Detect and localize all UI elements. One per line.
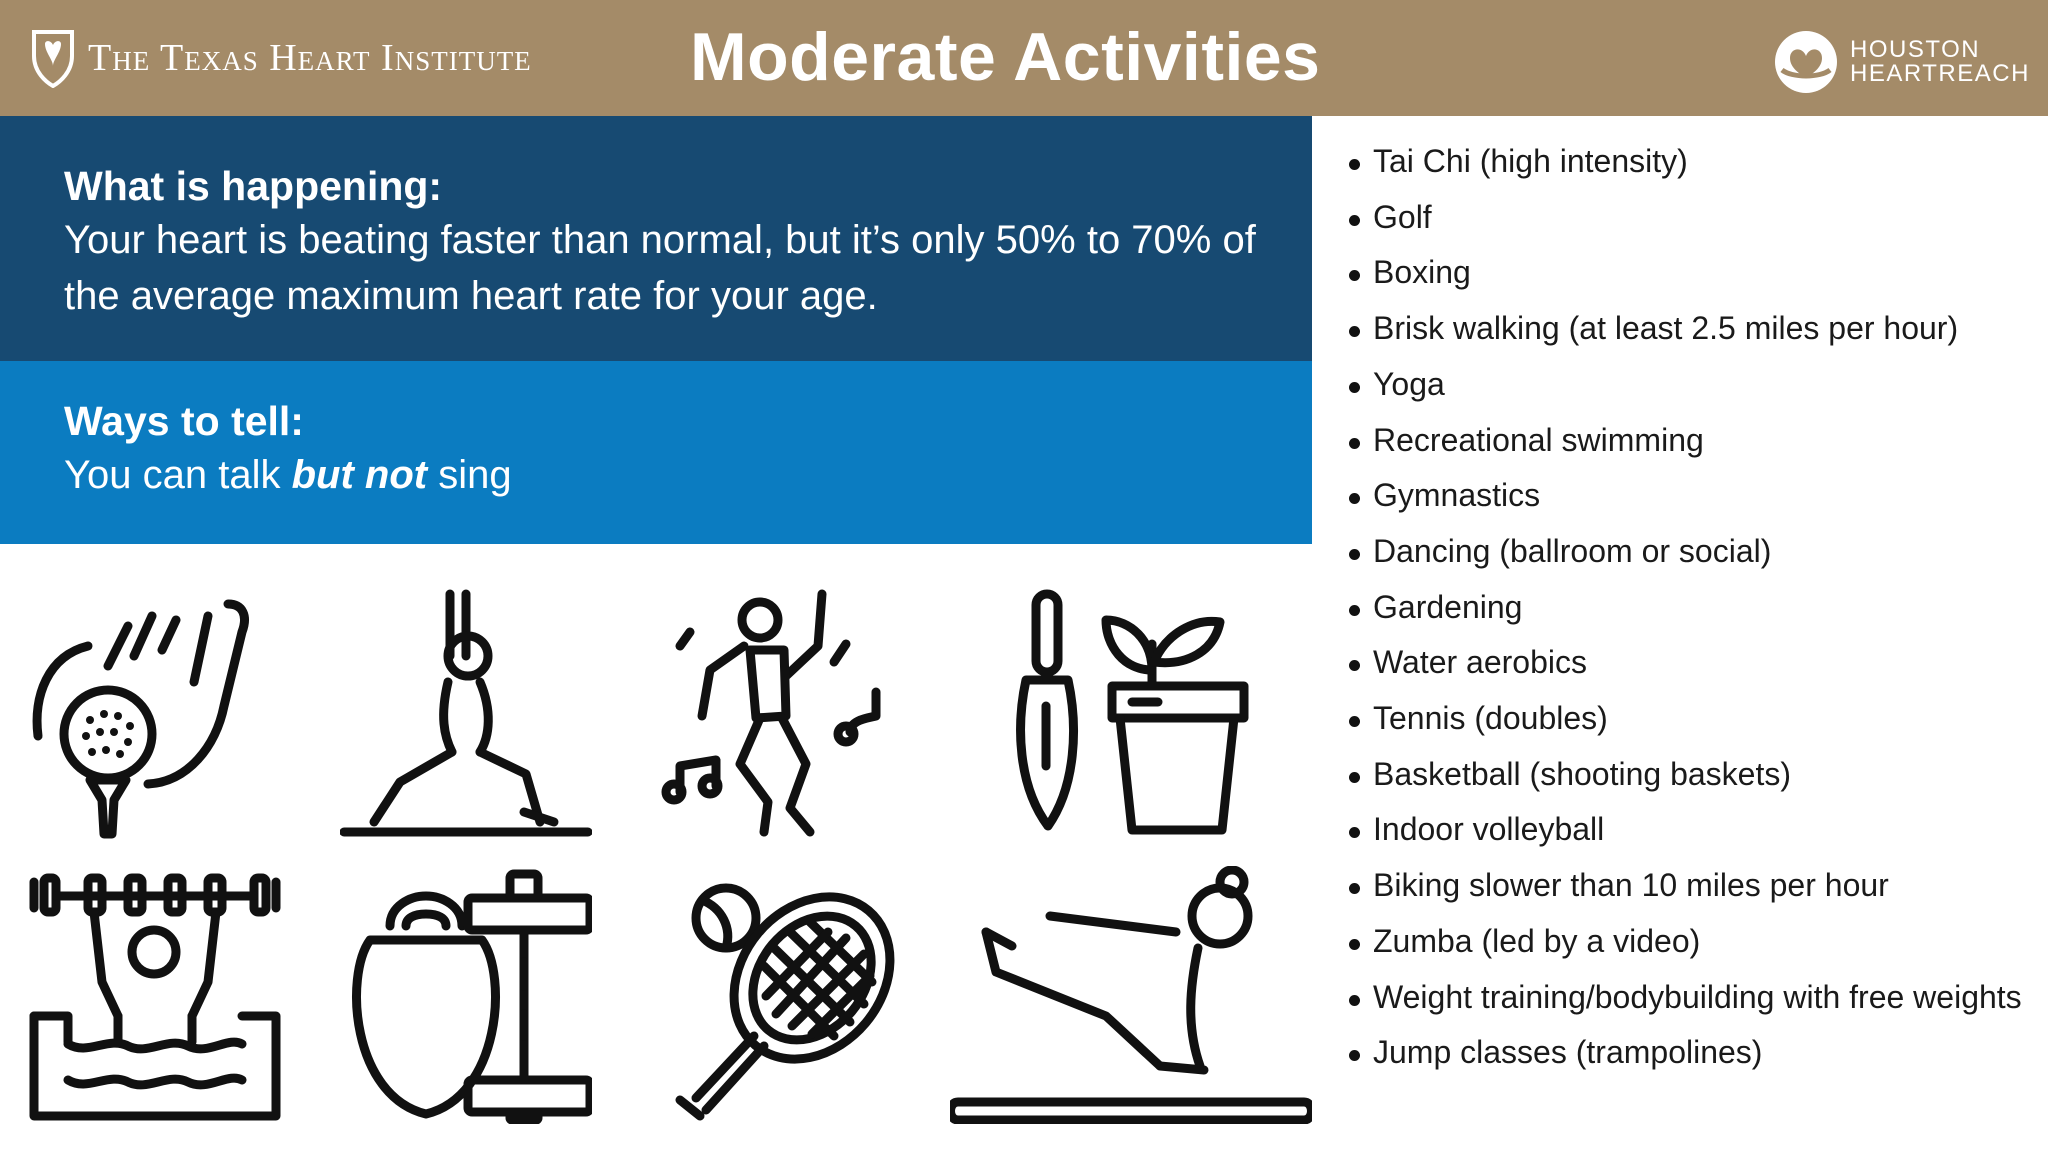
- ways-to-tell-text: [64, 447, 1284, 503]
- what-is-happening-heading: What is happening:: [64, 163, 443, 209]
- activity-label: Biking slower than 10 miles per hour: [1373, 867, 1889, 904]
- heart-shield-icon: [30, 28, 76, 88]
- activity-icons: [0, 566, 1312, 1126]
- golf-icon: [28, 586, 260, 844]
- activity-label: Boxing: [1373, 254, 1471, 291]
- list-item: [1345, 580, 2025, 636]
- heart-hands-icon: [1772, 28, 1840, 96]
- list-item: [1345, 357, 2025, 413]
- bullet-icon: [1349, 438, 1360, 449]
- activity-list: [1345, 134, 2025, 1081]
- bullet-icon: [1349, 827, 1360, 838]
- list-item: [1345, 1025, 2025, 1081]
- bullet-icon: [1349, 493, 1360, 504]
- list-item: [1345, 301, 2025, 357]
- list-item: [1345, 245, 2025, 301]
- list-item: [1345, 914, 2025, 970]
- org-name: The Texas Heart Institute: [88, 37, 532, 79]
- list-item: [1345, 413, 2025, 469]
- gardening-icon: [1006, 586, 1264, 844]
- list-item: [1345, 802, 2025, 858]
- water-aerobics-icon: [28, 866, 282, 1124]
- ways-to-tell-emphasis: but not: [291, 453, 428, 497]
- activity-label: Indoor volleyball: [1373, 811, 1605, 848]
- what-is-happening-text: Your heart is beating faster than normal, but it’s only 50% to 70% of the average maximum heart rate for your age.: [64, 218, 1256, 318]
- weights-icon: [340, 866, 592, 1124]
- ways-to-tell-panel: [0, 361, 1312, 544]
- gymnastics-icon: [950, 866, 1312, 1124]
- list-item: [1345, 134, 2025, 190]
- bullet-icon: [1349, 939, 1360, 950]
- bullet-icon: [1349, 605, 1360, 616]
- list-item: [1345, 970, 2025, 1026]
- ways-to-tell-text-start: You can talk: [64, 453, 292, 497]
- list-item: [1345, 190, 2025, 246]
- bullet-icon: [1349, 995, 1360, 1006]
- activity-label: Water aerobics: [1373, 644, 1587, 681]
- activity-label: Tai Chi (high intensity): [1373, 143, 1688, 179]
- ways-to-tell-heading: Ways to tell:: [64, 398, 304, 444]
- bullet-icon: [1349, 549, 1360, 560]
- tennis-icon: [650, 866, 900, 1124]
- activity-label: Zumba (led by a video): [1373, 922, 1701, 959]
- list-item: [1345, 858, 2025, 914]
- activity-label: Jump classes (trampolines): [1373, 1034, 1763, 1071]
- activity-label: Yoga: [1373, 365, 1445, 402]
- yoga-icon: [340, 586, 592, 844]
- activity-label: Recreational swimming: [1373, 421, 1704, 458]
- bullet-icon: [1349, 883, 1360, 894]
- activity-label: Gymnastics: [1373, 477, 1541, 514]
- activity-label: Weight training/bodybuilding with free weights: [1373, 978, 2022, 1015]
- activity-label: Golf: [1373, 198, 1432, 235]
- partner-name: [1850, 38, 2030, 86]
- bullet-icon: [1349, 382, 1360, 393]
- activity-label: Brisk walking (at least 2.5 miles per hour): [1373, 310, 1959, 347]
- bullet-icon: [1349, 1050, 1360, 1061]
- activity-label: Basketball (shooting baskets): [1373, 755, 1791, 792]
- activity-label: Dancing (ballroom or social): [1373, 532, 1772, 569]
- bullet-icon: [1349, 660, 1360, 671]
- bullet-icon: [1349, 772, 1360, 783]
- activity-label: Tennis (doubles): [1373, 700, 1608, 737]
- partner-name-line2: HEARTREACH: [1850, 60, 2030, 87]
- bullet-icon: [1349, 215, 1360, 226]
- bullet-icon: [1349, 159, 1360, 170]
- what-is-happening-panel: [0, 116, 1312, 361]
- partner-name-line1: HOUSTON: [1850, 36, 1981, 63]
- list-item: [1345, 691, 2025, 747]
- header-bar: [0, 0, 2048, 116]
- houston-heartreach-logo: [1772, 28, 2030, 96]
- list-item: [1345, 468, 2025, 524]
- texas-heart-institute-logo: [30, 28, 532, 88]
- bullet-icon: [1349, 716, 1360, 727]
- list-item: [1345, 747, 2025, 803]
- activity-label: Gardening: [1373, 588, 1523, 625]
- list-item: [1345, 524, 2025, 580]
- ways-to-tell-text-end: sing: [427, 453, 512, 497]
- dancing-icon: [660, 586, 890, 844]
- bullet-icon: [1349, 326, 1360, 337]
- list-item: [1345, 635, 2025, 691]
- page-title: Moderate Activities: [690, 19, 1321, 95]
- bullet-icon: [1349, 270, 1360, 281]
